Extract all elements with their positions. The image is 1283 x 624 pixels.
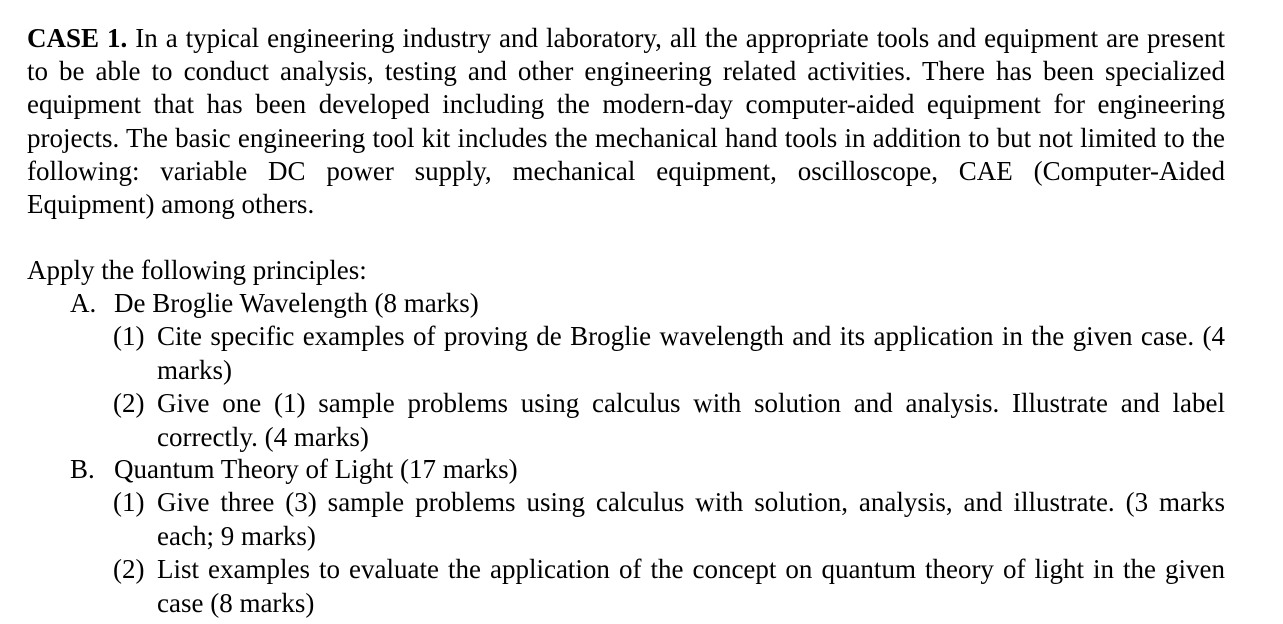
section-b-title: Quantum Theory of Light (17 marks) — [114, 454, 518, 484]
section-a-title: De Broglie Wavelength (8 marks) — [114, 288, 479, 318]
section-a-item-1 — [113, 320, 1225, 387]
section-b-item-1 — [113, 486, 1225, 553]
section-b-item-2-text: List examples to evaluate the application of the concept on quantum theory of light in the given case (8 marks) — [157, 554, 1225, 618]
case-label: CASE 1. — [27, 23, 128, 53]
section-b-letter: B. — [70, 454, 95, 484]
section-b-item-2 — [113, 553, 1225, 620]
section-b-heading — [70, 453, 518, 486]
section-a-item-2 — [113, 387, 1225, 454]
section-b-item-2-number: (2) — [113, 554, 145, 584]
section-a-item-1-text: Cite specific examples of proving de Broglie wavelength and its application in the given case. (4 marks) — [157, 321, 1225, 385]
section-a-letter: A. — [70, 288, 97, 318]
case-text: In a typical engineering industry and laboratory, all the appropriate tools and equipment are present to be able to conduct analysis, testing and other engineering related activities. There has been specialized equipment that has been developed including the modern-day computer-aided equipment for engineering projects. The basic engineering tool kit includes the mechanical hand tools in addition to but not limited to the following: variable DC power supply, mechanical equipment, oscilloscope, CAE (Computer-Aided Equipment) among others. — [27, 23, 1225, 220]
section-a-item-2-number: (2) — [113, 388, 145, 418]
section-a-heading — [70, 287, 479, 320]
section-a-item-2-text: Give one (1) sample problems using calculus with solution and analysis. Illustrate and label correctly. (4 marks) — [157, 388, 1225, 452]
section-a-item-1-number: (1) — [113, 321, 145, 351]
case-paragraph — [27, 22, 1225, 221]
section-b-item-1-number: (1) — [113, 487, 145, 517]
apply-heading: Apply the following principles: — [27, 255, 367, 285]
section-b-item-1-text: Give three (3) sample problems using calculus with solution, analysis, and illustrate. (3 marks each; 9 marks) — [157, 487, 1225, 551]
